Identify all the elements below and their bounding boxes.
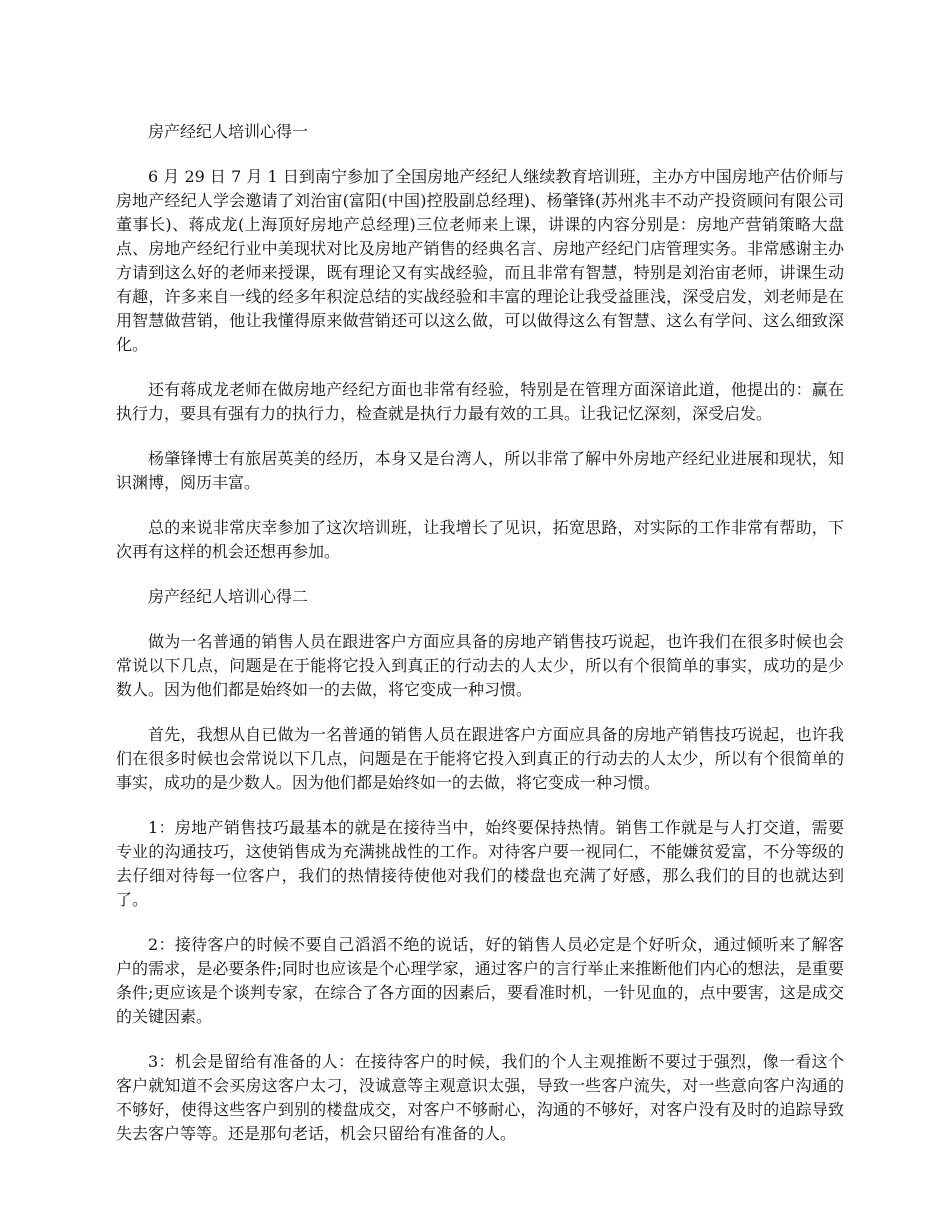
paragraph: 1：房地产销售技巧最基本的就是在接待当中，始终要保持热情。销售工作就是与人打交道，需要专业的沟通技巧，这使销售成为充满挑战性的工作。对待客户要一视同仁，不能嫌贫爱富，不分等级的去仔细对待每一位客户，我们的热情接待使他对我们的楼盘也充满了好感，那么我们的目的也就达到了。 <box>116 818 844 909</box>
paragraph: 3：机会是留给有准备的人：在接待客户的时候，我们的个人主观推断不要过于强烈，像一看这个客户就知道不会买房这客户太刁，没诚意等主观意识太强，导致一些客户流失，对一些意向客户沟通的不够好，使得这些客户到别的楼盘成交，对客户不够耐心，沟通的不够好，对客户没有及时的追踪导致失去客户等等。还是那句老话，机会只留给有准备的人。 <box>116 1052 844 1143</box>
paragraph: 2：接待客户的时候不要自己滔滔不绝的说话，好的销售人员必定是个好听众，通过倾听来了解客户的需求，是必要条件;同时也应该是个心理学家，通过客户的言行举止来推断他们内心的想法，是重要条件;更应该是个谈判专家，在综合了各方面的因素后，要看准时机，一针见血的，点中要害，这是成交的关键因素。 <box>116 935 844 1026</box>
document-page <box>116 120 844 1167</box>
paragraph: 6 月 29 日 7 月 1 日到南宁参加了全国房地产经纪人继续教育培训班，主办方中国房地产估价师与房地产经纪人学会邀请了刘治宙(富阳(中国)控股副总经理)、杨肇锋(苏州兆丰不动产投资顾问有限公司董事长)、蒋成龙(上海顶好房地产总经理)三位老师来上课，讲课的内容分别是：房地产营销策略大盘点、房地产经纪行业中美现状对比及房地产销售的经典名言、房地产经纪门店管理实务。非常感谢主办方请到这么好的老师来授课，既有理论又有实战经验，而且非常有智慧，特别是刘治宙老师，讲课生动有趣，许多来自一线的经多年积淀总结的实战经验和丰富的理论让我受益匪浅，深受启发，刘老师是在用智慧做营销，他让我懂得原来做营销还可以这么做，可以做得这么有智慧、这么有学问、这么细致深化。 <box>116 167 844 354</box>
section-title-2: 房产经纪人培训心得二 <box>148 587 309 606</box>
paragraph: 总的来说非常庆幸参加了这次培训班，让我增长了见识，拓宽思路，对实际的工作非常有帮助，下次再有这样的机会还想再参加。 <box>116 518 844 561</box>
paragraph: 还有蒋成龙老师在做房地产经纪方面也非常有经验，特别是在管理方面深谙此道，他提出的：赢在执行力，要具有强有力的执行力，检查就是执行力最有效的工具。让我记忆深刻，深受启发。 <box>116 380 844 423</box>
paragraph: 杨肇锋博士有旅居英美的经历，本身又是台湾人，所以非常了解中外房地产经纪业进展和现状，知识渊博，阅历丰富。 <box>116 449 844 492</box>
paragraph: 首先，我想从自已做为一名普通的销售人员在跟进客户方面应具备的房地产销售技巧说起，也许我们在很多时候也会常说以下几点，问题是在于能将它投入到真正的行动去的人太少，所以有个很简单的事实，成功的是少数人。因为他们都是始终如一的去做，将它变成一种习惯。 <box>116 725 844 792</box>
paragraph: 做为一名普通的销售人员在跟进客户方面应具备的房地产销售技巧说起，也许我们在很多时候也会常说以下几点，问题是在于能将它投入到真正的行动去的人太少，所以有个很简单的事实，成功的是少数人。因为他们都是始终如一的去做，将它变成一种习惯。 <box>116 632 844 699</box>
section-title-1: 房产经纪人培训心得一 <box>148 122 309 141</box>
